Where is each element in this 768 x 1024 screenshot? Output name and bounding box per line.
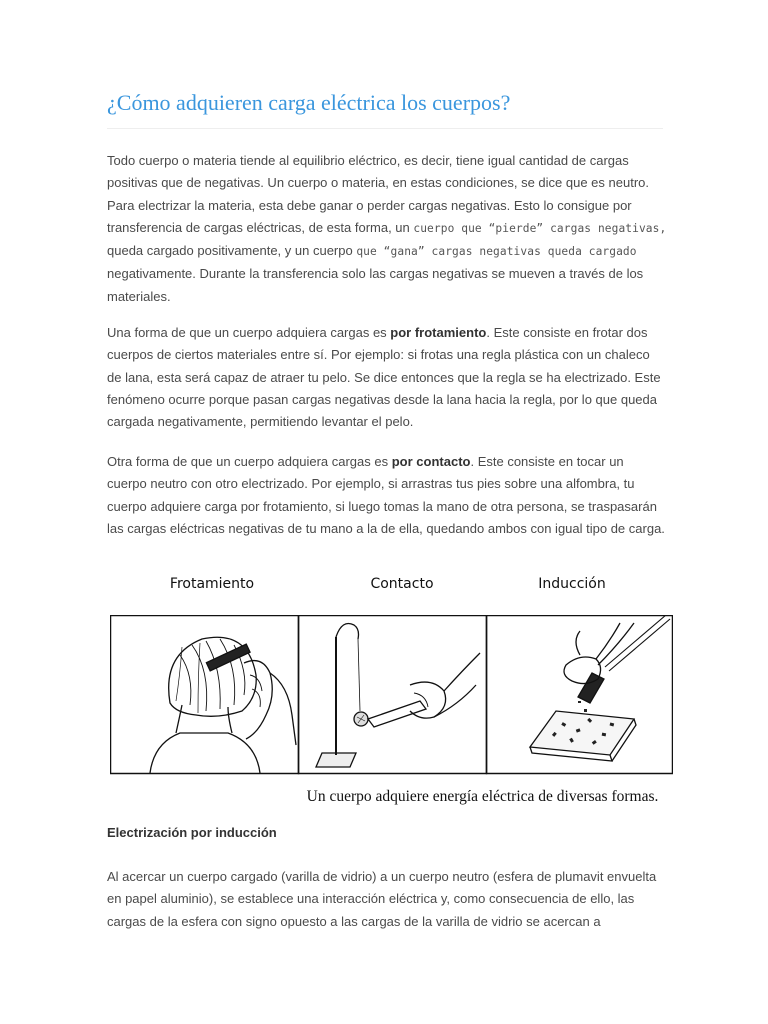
paragraph-equilibrium <box>107 150 667 308</box>
figure-label-induccion: Inducción <box>538 576 606 592</box>
panel-frame-contacto <box>299 616 487 774</box>
induction-illustration-icon <box>530 615 670 761</box>
figure-label-contacto: Contacto <box>370 576 434 592</box>
paragraph-text: Todo cuerpo o materia tiende al equilibrio eléctrico, es decir, tiene igual cantidad de cargas positivas que de negativas. Un cuerpo o materia, en estas condiciones, se dice que es neutro. Para electrizar la materia, esta debe ganar o perder cargas negativas. Esto lo consigue por transferencia de cargas eléctricas, de esta forma, un <box>107 153 649 235</box>
paragraph-friction <box>107 322 667 433</box>
paragraph-text: . Este consiste en frotar dos cuerpos de ciertos materiales entre sí. Por ejemplo: si frotas una regla plástica con un chaleco de lana, esta será capaz de atraer tu pelo. Se dice entonces que la regla se ha electrizado. Este fenómeno ocurre porque pasan cargas negativas desde la lana hacia la regla, por lo que queda cargada negativamente, permitiendo levantar el pelo. <box>107 325 661 430</box>
paragraph-text: Una forma de que un cuerpo adquiera cargas es <box>107 325 391 340</box>
paragraph-text: . Este consiste en tocar un cuerpo neutro con otro electrizado. Por ejemplo, si arrastras tus pies sobre una alfombra, tu cuerpo adquiere carga por frotamiento, si luego tomas la mano de otra persona, se traspasarán las cargas eléctricas negativas de tu mano a la de ella, quedando ambos con igual tipo de carga. <box>107 454 665 536</box>
contact-illustration-icon <box>316 624 480 768</box>
page-title: ¿Cómo adquieren carga eléctrica los cuerpos? <box>107 90 511 115</box>
electrification-figure <box>107 572 675 812</box>
section-heading-induccion: Electrización por inducción <box>107 825 277 840</box>
monospace-phrase: que “gana” cargas negativas queda cargado <box>356 245 637 259</box>
monospace-phrase: cuerpo que “pierde” cargas negativas, <box>413 221 667 235</box>
friction-illustration-icon <box>150 637 296 773</box>
paragraph-induction: Al acercar un cuerpo cargado (varilla de vidrio) a un cuerpo neutro (esfera de plumavit envuelta en papel aluminio), se establece una interacción eléctrica y, como consecuencia de ello, las cargas de la esfera con signo opuesto a las cargas de la varilla de vidrio se acercan a <box>107 869 657 929</box>
paragraph-text: negativamente. Durante la transferencia solo las cargas negativas se mueven a través de los materiales. <box>107 266 644 304</box>
bold-term-contacto: por contacto <box>391 454 471 469</box>
paragraph-contact <box>107 451 667 540</box>
figure-label-frotamiento: Frotamiento <box>169 576 255 592</box>
paragraph-text: Otra forma de que un cuerpo adquiera cargas es <box>107 454 392 469</box>
panel-frame-frotamiento <box>111 616 299 774</box>
bold-term-frotamiento: por frotamiento <box>390 325 487 340</box>
paragraph-text: queda cargado positivamente, y un cuerpo <box>107 243 357 259</box>
figure-caption: Un cuerpo adquiere energía eléctrica de diversas formas. <box>306 788 659 805</box>
figure-illustrations <box>110 615 673 777</box>
title-divider <box>107 128 663 129</box>
